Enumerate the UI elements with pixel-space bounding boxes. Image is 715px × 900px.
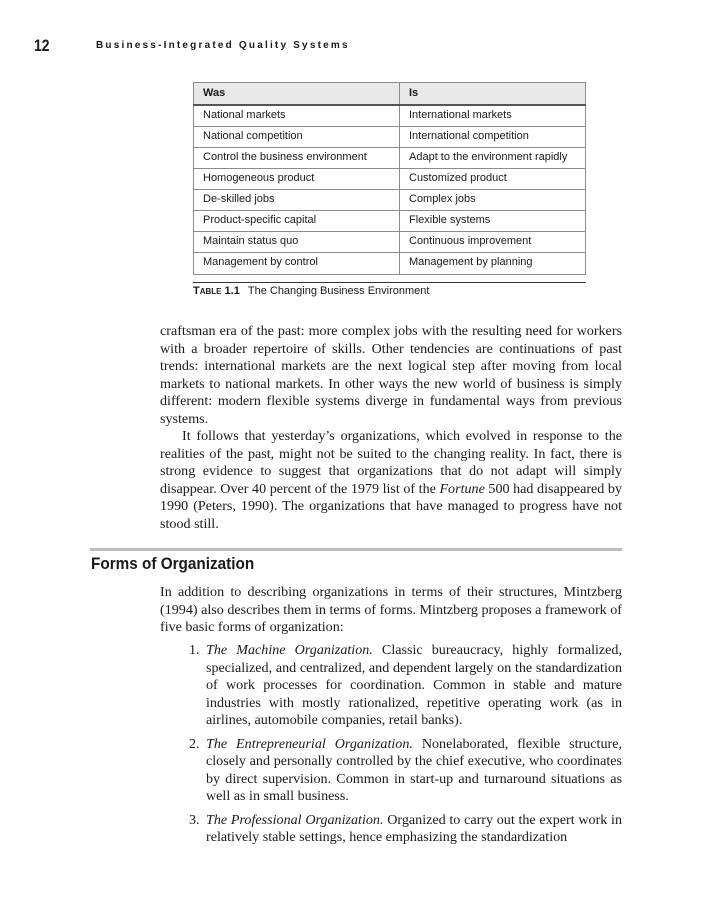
table-cell: Flexible systems xyxy=(400,211,586,232)
list-item-text: Classic bureaucracy, highly formalized, specialized, and centralized, and dependent largely on the standardization of work processes for coordination. Common in stable and mature industries with mostly rationalized, repetitive operating work (as in airlines, automobile companies, retail banks). xyxy=(206,642,622,728)
was-is-table xyxy=(193,82,586,275)
table-cell: Control the business environment xyxy=(194,148,400,169)
page-number: 12 xyxy=(34,36,50,55)
paragraph-2-text-start: It follows that yesterday’s organizations, which evolved in response to the realities of the past, might not be suited to the changing reality. In fact, there is strong evidence to suggest that organizations that do not adapt will simply disappear. Over 40 percent of the 1979 list of the xyxy=(160,428,622,497)
list-item xyxy=(189,642,622,730)
list-item-number: 2. xyxy=(189,735,200,752)
table-cell: Management by control xyxy=(194,253,400,275)
table-cell: Homogeneous product xyxy=(194,169,400,190)
table-cell: Continuous improvement xyxy=(400,232,586,253)
section-rule xyxy=(90,548,622,551)
body-paragraph-1: craftsman era of the past: more complex jobs with the resulting need for workers with a broader repertoire of skills. Other tendencies are continuations of past trends: international markets are the next logical step after moving from local markets to national markets. In other ways the new world of business is simply different: modern flexible systems diverge in fundamental ways from previous systems. xyxy=(160,323,622,427)
table-row xyxy=(194,253,586,275)
list-item-text: Nonelaborated, flexible structure, closely and personally controlled by the chief executive, who coordinates by direct supervision. Common in start-up and turnaround situations as well as in small business. xyxy=(206,735,622,804)
list-item-number: 1. xyxy=(189,642,200,658)
list-item xyxy=(189,735,622,806)
caption-rule xyxy=(193,282,586,283)
table-cell: Adapt to the environment rapidly xyxy=(400,148,586,169)
section-intro: In addition to describing organizations in terms of their structures, Mintzberg (1994) also describes them in terms of forms. Mintzberg proposes a framework of five basic forms of organization: xyxy=(160,584,622,635)
list-item-text: Organized to carry out the expert work in relatively stable settings, hence emphasizing the standardization xyxy=(206,811,623,845)
table-caption-label: Table 1.1 xyxy=(193,285,240,297)
table-row xyxy=(194,105,586,127)
page-header xyxy=(34,36,350,56)
table-row xyxy=(194,169,586,190)
list-item-title: The Professional Organization. xyxy=(206,811,384,828)
fortune-italic: Fortune xyxy=(439,480,485,497)
table-cell: Product-specific capital xyxy=(194,211,400,232)
table-cell: Complex jobs xyxy=(400,190,586,211)
table-header-row xyxy=(194,83,586,106)
table-cell: De-skilled jobs xyxy=(194,190,400,211)
table-cell: Maintain status quo xyxy=(194,232,400,253)
paragraph-2-text-end: 500 had disappeared by 1990 (Peters, 1990). The organizations that have managed to progress have not stood still. xyxy=(160,480,622,532)
table-row xyxy=(194,148,586,169)
forms-list xyxy=(189,642,623,853)
body-paragraph-2 xyxy=(160,428,622,533)
section-heading: Forms of Organization xyxy=(91,554,255,573)
list-item-number: 3. xyxy=(189,811,200,828)
table-header-was: Was xyxy=(194,83,400,106)
table-cell: International competition xyxy=(400,127,586,148)
list-item-title: The Machine Organization. xyxy=(206,642,373,658)
table-row xyxy=(194,232,586,253)
list-item-title: The Entrepreneurial Organization. xyxy=(206,735,413,752)
table-cell: National markets xyxy=(194,105,400,127)
list-item xyxy=(189,811,623,847)
table-row xyxy=(194,190,586,211)
table-row xyxy=(194,211,586,232)
table-cell: Management by planning xyxy=(400,253,586,275)
running-title: Business-Integrated Quality Systems xyxy=(96,40,350,51)
table-caption xyxy=(193,285,429,297)
table-cell: National competition xyxy=(194,127,400,148)
table-caption-text: The Changing Business Environment xyxy=(247,285,430,297)
table-header-is: Is xyxy=(400,83,586,106)
table-cell: Customized product xyxy=(400,169,586,190)
table-cell: International markets xyxy=(400,105,586,127)
table-row xyxy=(194,127,586,148)
